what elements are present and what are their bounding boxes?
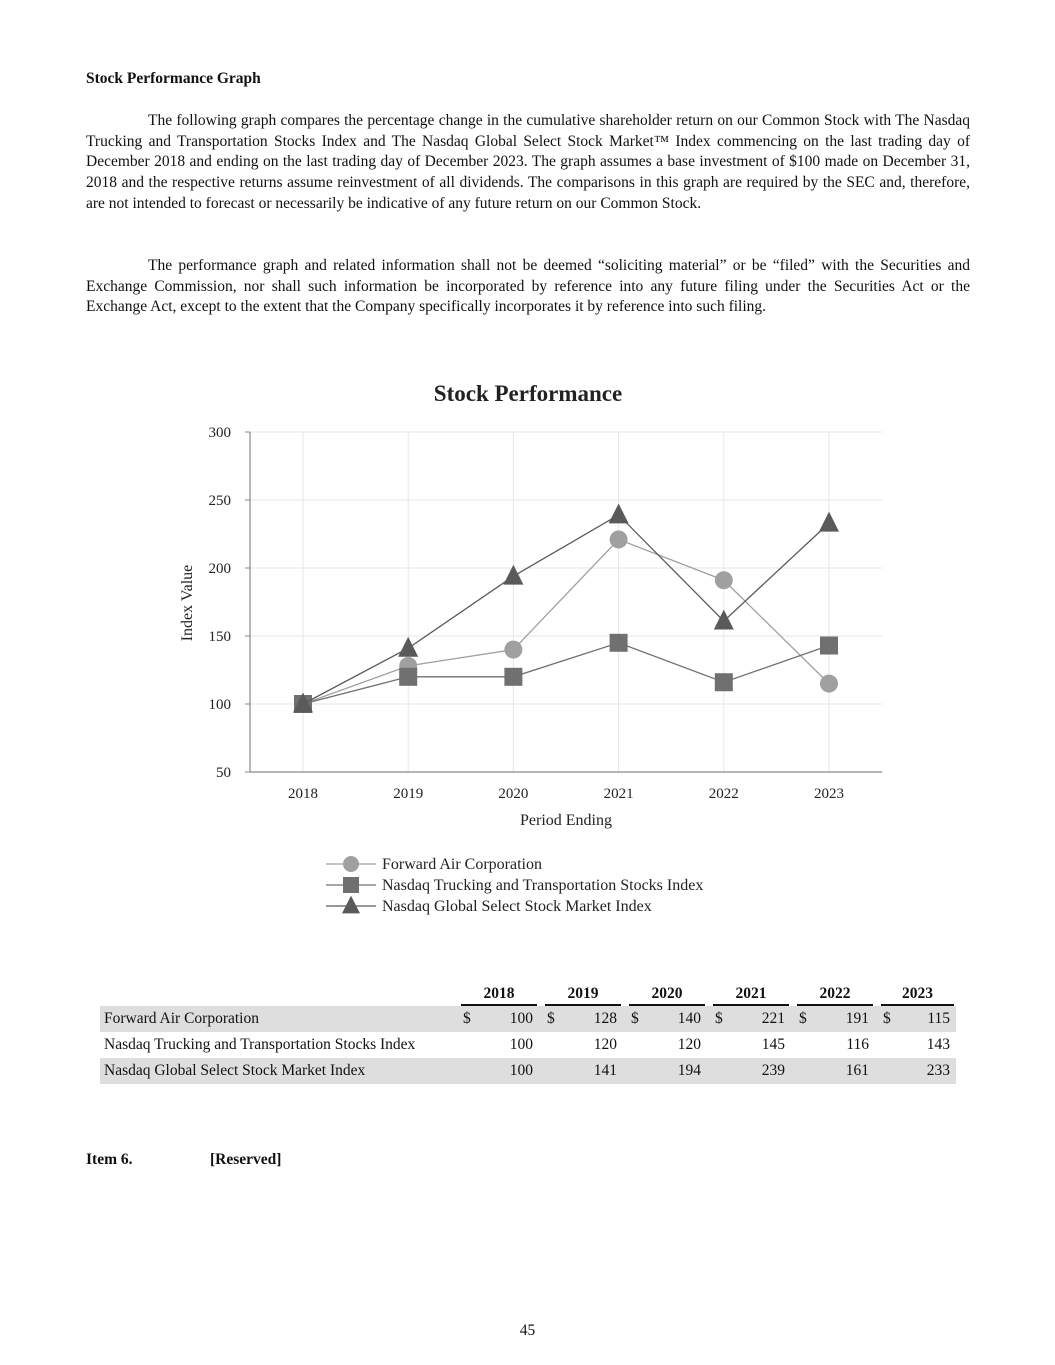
currency-symbol: [791, 1062, 799, 1080]
currency-symbol: [791, 1036, 799, 1054]
row-name: Nasdaq Global Select Stock Market Index: [100, 1058, 455, 1084]
currency-symbol: $: [883, 1010, 891, 1027]
item-number: Item 6.: [86, 1151, 133, 1168]
cell-value: 100: [509, 1062, 533, 1079]
currency-symbol: $: [463, 1010, 471, 1027]
data-point-triangle: [609, 504, 629, 524]
y-tick-label: 250: [208, 493, 231, 509]
page-number: 45: [519, 1322, 536, 1339]
table-cell: [455, 1032, 539, 1058]
x-tick-label: 2022: [708, 786, 739, 802]
x-tick-label: 2019: [393, 786, 424, 802]
y-tick-label: 100: [208, 697, 231, 713]
year-header: 2018: [455, 983, 539, 1006]
x-tick-label: 2018: [288, 786, 318, 802]
cell-value: 120: [593, 1036, 617, 1053]
cell-value: 233: [926, 1062, 950, 1079]
cell-value: 194: [677, 1062, 701, 1079]
table-cell: [791, 1058, 875, 1084]
currency-symbol: [623, 1036, 631, 1054]
table-cell: [875, 1032, 956, 1058]
data-point-square: [820, 637, 838, 655]
currency-symbol: $: [547, 1010, 555, 1027]
performance-table: [100, 983, 956, 1084]
series-line: [303, 539, 829, 704]
currency-symbol: [875, 1036, 883, 1054]
row-name: Nasdaq Trucking and Transportation Stocks Index: [104, 1036, 416, 1053]
table-cell: [875, 1058, 956, 1084]
y-axis-label: Index Value: [179, 564, 196, 642]
currency-symbol: [539, 1062, 547, 1080]
cell-value: 141: [593, 1062, 617, 1079]
data-point-square: [610, 634, 628, 652]
data-point-square: [399, 668, 417, 686]
chart-axes: [209, 425, 883, 802]
legend-item: [326, 856, 542, 873]
disclaimer-paragraph: The performance graph and related information shall not be deemed “soliciting material” or be “filed” with the Securities and Exchange Commission, nor shall such information be incorporated by reference into any future filing under the Securities Act or the Exchange Act, except to the extent that the Company specifically incorporates it by reference into such filing.: [86, 257, 970, 316]
stock-performance-chart: [0, 370, 1055, 920]
table-cell: [707, 1032, 791, 1058]
table-cell: [791, 1032, 875, 1058]
data-point-circle: [820, 675, 838, 693]
y-tick-label: 300: [208, 425, 231, 441]
series-line: [303, 643, 829, 704]
table-row: [100, 1032, 956, 1058]
section-heading: Stock Performance Graph: [86, 70, 261, 87]
data-point-triangle: [398, 637, 418, 657]
intro-paragraph: The following graph compares the percentage change in the cumulative shareholder return on our Common Stock with The Nasdaq Trucking and Transportation Stocks Index and The Nasdaq Global Select Stock Market™ Index commencing on the last trading day of December 2018 and ending on the last trading day of December 2023. The graph assumes a base investment of $100 made on December 31, 2018 and the respective returns assume reinvestment of all dividends. The comparisons in this graph are required by the SEC and, therefore, are not intended to forecast or necessarily be indicative of any future return on our Common Stock.: [86, 112, 970, 212]
series-triangle: [293, 504, 839, 713]
cell-value: 116: [846, 1036, 869, 1053]
table-header-row: [100, 983, 956, 1006]
cell-value: 100: [509, 1010, 533, 1027]
table-cell: [707, 1006, 791, 1032]
chart-title: Stock Performance: [433, 381, 623, 406]
currency-symbol: [623, 1062, 631, 1080]
data-point-square: [715, 673, 733, 691]
currency-symbol: [707, 1062, 715, 1080]
table-cell: [539, 1032, 623, 1058]
cell-value: 140: [677, 1010, 701, 1027]
y-tick-label: 50: [216, 765, 231, 781]
cell-value: 120: [677, 1036, 701, 1053]
data-point-circle: [610, 530, 628, 548]
currency-symbol: $: [715, 1010, 723, 1027]
legend-marker-circle: [343, 856, 359, 872]
data-point-triangle: [819, 512, 839, 532]
currency-symbol: [455, 1062, 463, 1080]
year-header: 2020: [623, 983, 707, 1006]
cell-value: 161: [845, 1062, 869, 1079]
table-cell: [623, 1032, 707, 1058]
cell-value: 143: [926, 1036, 950, 1053]
chart-series: [293, 504, 839, 713]
chart-grid: [250, 432, 882, 772]
table-cell: [539, 1006, 623, 1032]
cell-value: 221: [761, 1010, 785, 1027]
x-tick-label: 2020: [498, 786, 529, 802]
legend-label: Nasdaq Trucking and Transportation Stocks Index: [382, 877, 704, 894]
y-tick-label: 200: [208, 561, 231, 577]
currency-symbol: [539, 1036, 547, 1054]
legend-label: Forward Air Corporation: [382, 856, 542, 873]
cell-value: 128: [593, 1010, 617, 1027]
table-cell: [455, 1006, 539, 1032]
data-point-triangle: [714, 610, 734, 630]
currency-symbol: $: [631, 1010, 639, 1027]
table-row: [100, 1006, 956, 1032]
y-tick-label: 150: [208, 629, 231, 645]
x-tick-label: 2021: [603, 786, 634, 802]
currency-symbol: [875, 1062, 883, 1080]
x-tick-label: 2023: [814, 786, 844, 802]
legend-marker-square: [343, 877, 359, 893]
currency-symbol: $: [799, 1010, 807, 1027]
year-header: 2023: [875, 983, 956, 1006]
table-cell: [455, 1058, 539, 1084]
row-name: Forward Air Corporation: [100, 1006, 455, 1032]
legend-label: Nasdaq Global Select Stock Market Index: [382, 898, 652, 915]
data-point-square: [504, 668, 522, 686]
table-cell: [875, 1006, 956, 1032]
year-header: 2022: [791, 983, 875, 1006]
table-row: [100, 1058, 956, 1084]
x-axis-label: Period Ending: [520, 812, 612, 829]
cell-value: 191: [845, 1010, 869, 1027]
legend-item: [326, 877, 703, 894]
table-cell: [623, 1006, 707, 1032]
legend-marker-triangle: [342, 896, 360, 914]
cell-value: 100: [509, 1036, 533, 1053]
table-cell: [707, 1058, 791, 1084]
currency-symbol: [455, 1036, 463, 1054]
cell-value: 239: [761, 1062, 785, 1079]
cell-value: 115: [927, 1010, 950, 1027]
year-header: 2021: [707, 983, 791, 1006]
data-point-circle: [504, 641, 522, 659]
chart-legend: [326, 856, 703, 915]
table-cell: [791, 1006, 875, 1032]
currency-symbol: [707, 1036, 715, 1054]
item-title: [Reserved]: [210, 1151, 282, 1168]
legend-item: [326, 896, 652, 915]
series-square: [294, 634, 838, 713]
table-cell: [539, 1058, 623, 1084]
cell-value: 145: [761, 1036, 785, 1053]
data-point-circle: [715, 571, 733, 589]
year-header: 2019: [539, 983, 623, 1006]
table-cell: [623, 1058, 707, 1084]
